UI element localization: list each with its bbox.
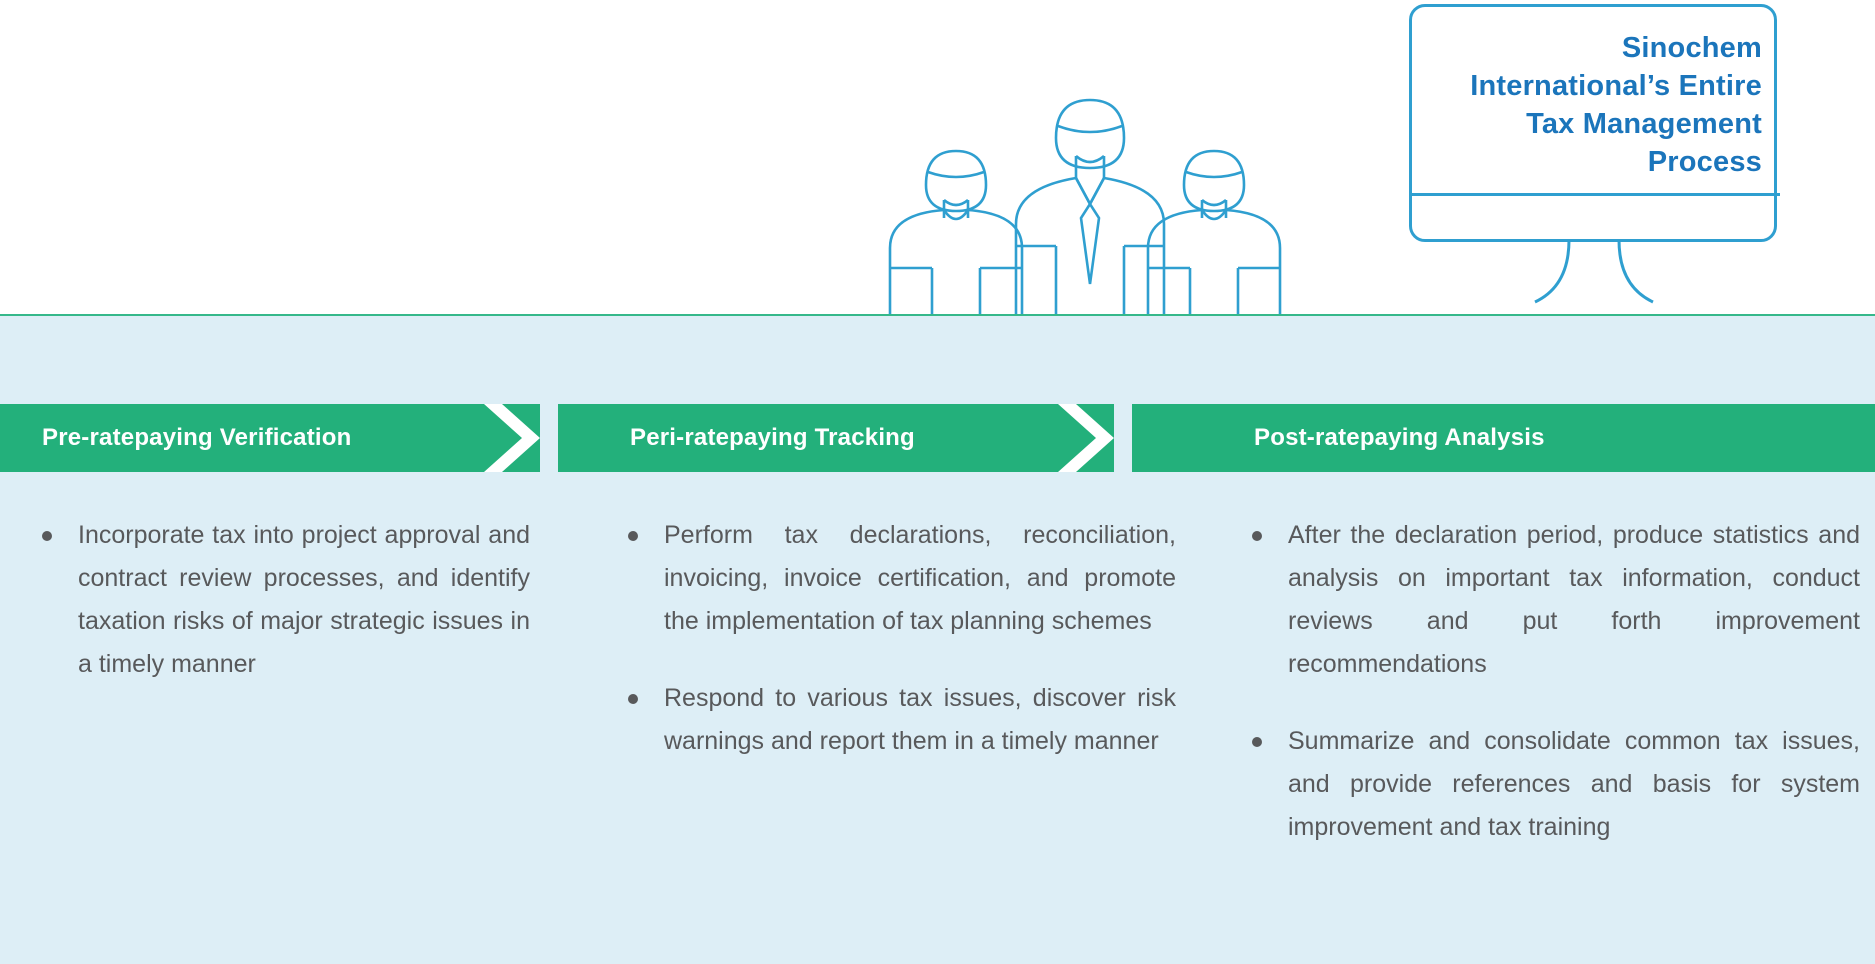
stage-post-ratepaying-analysis[interactable] [1132, 404, 1875, 472]
bullet-dot-icon [628, 694, 638, 704]
monitor-title: Sinochem International’s Entire Tax Management Process [1470, 32, 1762, 178]
list-item-text: Summarize and consolidate common tax issues, and provide references and basis for system improvement and tax training [1288, 727, 1860, 841]
list-item-text: Incorporate tax into project approval and contract review processes, and identify taxation risks of major strategic issues in a timely manner [78, 521, 530, 678]
stage-peri-ratepaying-tracking[interactable] [558, 404, 1114, 472]
list-item [616, 677, 1176, 763]
stage-ribbon [0, 404, 1875, 472]
column-post-ratepaying [1240, 514, 1860, 883]
chevron-arrow-icon [484, 404, 558, 472]
chevron-arrow-icon [1058, 404, 1132, 472]
stage-label: Post-ratepaying Analysis [1254, 424, 1545, 451]
column-pre-ratepaying [30, 514, 530, 720]
bullet-dot-icon [628, 531, 638, 541]
column-peri-ratepaying [616, 514, 1176, 797]
list-item [1240, 720, 1860, 849]
monitor-divider [1412, 193, 1780, 196]
stage-details [0, 514, 1875, 934]
monitor-screen [1409, 4, 1777, 242]
bullet-dot-icon [1252, 531, 1262, 541]
bullet-dot-icon [1252, 737, 1262, 747]
list-item [30, 514, 530, 686]
monitor-icon [1409, 4, 1777, 244]
list-item [616, 514, 1176, 643]
bullet-dot-icon [42, 531, 52, 541]
list-item-text: After the declaration period, produce statistics and analysis on important tax information, conduct reviews and put forth improvement recommendations [1288, 521, 1860, 678]
list-item-text: Perform tax declarations, reconciliation, invoicing, invoice certification, and promote the implementation of tax planning schemes [664, 521, 1176, 635]
stage-label: Pre-ratepaying Verification [42, 424, 352, 451]
stage-pre-ratepaying-verification[interactable] [0, 404, 540, 472]
hero-illustration [0, 0, 1875, 316]
list-item-text: Respond to various tax issues, discover risk warnings and report them in a timely manner [664, 684, 1176, 755]
stage-label: Peri-ratepaying Tracking [630, 424, 915, 451]
monitor-stand [1499, 240, 1689, 312]
list-item [1240, 514, 1860, 686]
three-people-icon [866, 60, 1366, 316]
